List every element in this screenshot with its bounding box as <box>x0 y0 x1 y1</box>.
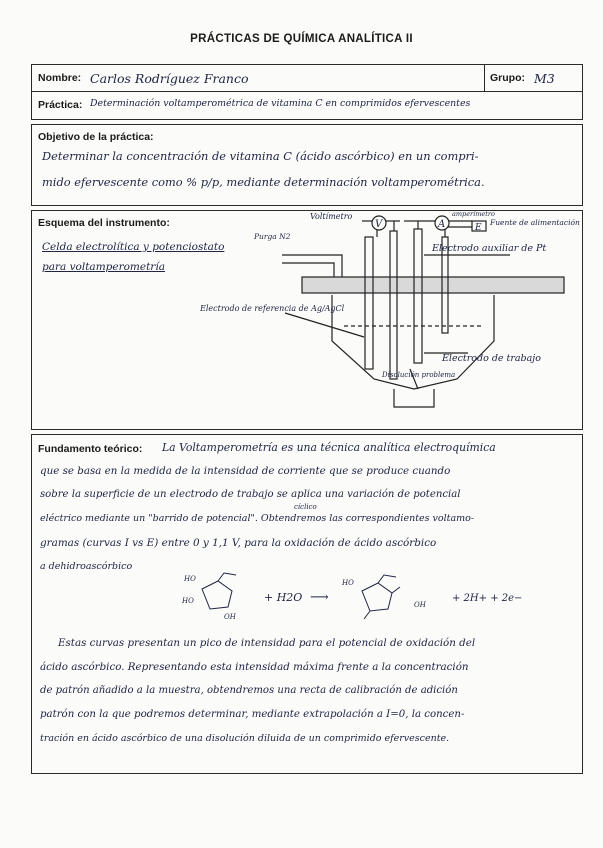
objective-box <box>31 124 583 206</box>
objective-line-2: mido efervescente como % p/p, mediante determinación voltamperométrica. <box>42 175 485 189</box>
theory-p2-line-5: tración en ácido ascórbico de una disolución diluida de un comprimido efervescente. <box>40 733 450 744</box>
plus-water: + H2O <box>264 591 303 604</box>
instrument-label: Esquema del instrumento: <box>38 217 170 229</box>
theory-box <box>31 434 583 774</box>
source-label: Fuente de alimentación <box>490 218 580 227</box>
reaction-products: + 2H+ + 2e− <box>452 593 523 604</box>
instrument-caption-1: Celda electrolítica y potenciostato <box>42 241 225 253</box>
practice-value: Determinación voltamperométrica de vitamina C en comprimidos efervescentes <box>90 98 471 109</box>
theory-line-4: eléctrico mediante un "barrido de potencial". Obtendremos las correspondientes voltamo- <box>40 513 475 524</box>
theory-line-6: a dehidroascórbico <box>40 561 133 572</box>
theory-line-1: La Voltamperometría es una técnica analítica electroquímica <box>162 441 496 454</box>
instrument-box <box>31 210 583 430</box>
header-box <box>31 64 583 120</box>
theory-line-2: que se basa en la medida de la intensidad de corriente que se produce cuando <box>40 465 451 477</box>
practice-label: Práctica: <box>38 99 83 111</box>
theory-p2-line-2: ácido ascórbico. Representando esta intensidad máxima frente a la concentración <box>40 661 469 673</box>
group-label: Grupo: <box>490 72 525 84</box>
reference-electrode-label: Electrodo de referencia de Ag/AgCl <box>200 304 345 313</box>
page-title: PRÁCTICAS DE QUÍMICA ANALÍTICA II <box>190 33 413 45</box>
ammeter-label: amperímetro <box>452 210 495 218</box>
solution-label: Disolución problema <box>382 371 456 379</box>
reaction-arrow: ⟶ <box>310 590 329 605</box>
objective-line-1: Determinar la concentración de vitamina C (ácido ascórbico) en un compri- <box>42 149 479 163</box>
theory-p2-line-3: de patrón añadido a la muestra, obtendremos una recta de calibración de adición <box>40 685 458 696</box>
reactant-group-3: OH <box>224 613 236 621</box>
reactant-group-1: HO <box>184 575 196 583</box>
reactant-group-2: HO <box>182 597 194 605</box>
product-group-1: HO <box>342 579 354 587</box>
ascorbic-oxidation-reaction <box>32 567 584 637</box>
theory-cyclic-note: cíclico <box>294 503 317 511</box>
name-value: Carlos Rodríguez Franco <box>90 71 249 86</box>
product-group-2: OH <box>414 601 426 609</box>
theory-line-5: gramas (curvas I vs E) entre 0 y 1,1 V, para la oxidación de ácido ascórbico <box>40 537 437 549</box>
theory-p2-line-4: patrón con la que podremos determinar, mediante extrapolación a I=0, la concen- <box>40 709 465 720</box>
objective-label: Objetivo de la práctica: <box>38 131 154 143</box>
group-value: M3 <box>534 71 555 86</box>
theory-label: Fundamento teórico: <box>38 443 143 455</box>
source-symbol: E <box>475 223 482 233</box>
voltmeter-symbol: V <box>375 219 383 230</box>
name-label: Nombre: <box>38 72 82 84</box>
ammeter-symbol: A <box>438 219 446 230</box>
instrument-caption-2: para voltamperometría <box>42 261 165 273</box>
aux-electrode-label: Electrodo auxiliar de Pt <box>432 243 547 254</box>
theory-p2-line-1: Estas curvas presentan un pico de intensidad para el potencial de oxidación del <box>58 637 476 649</box>
purge-label: Purga N2 <box>254 232 291 241</box>
working-electrode-label: Electrodo de trabajo <box>442 353 541 364</box>
electrochemical-cell-diagram <box>32 211 584 431</box>
theory-line-3: sobre la superficie de un electrodo de trabajo se aplica una variación de potencial <box>40 489 461 500</box>
voltmeter-label: Voltímetro <box>310 212 353 221</box>
